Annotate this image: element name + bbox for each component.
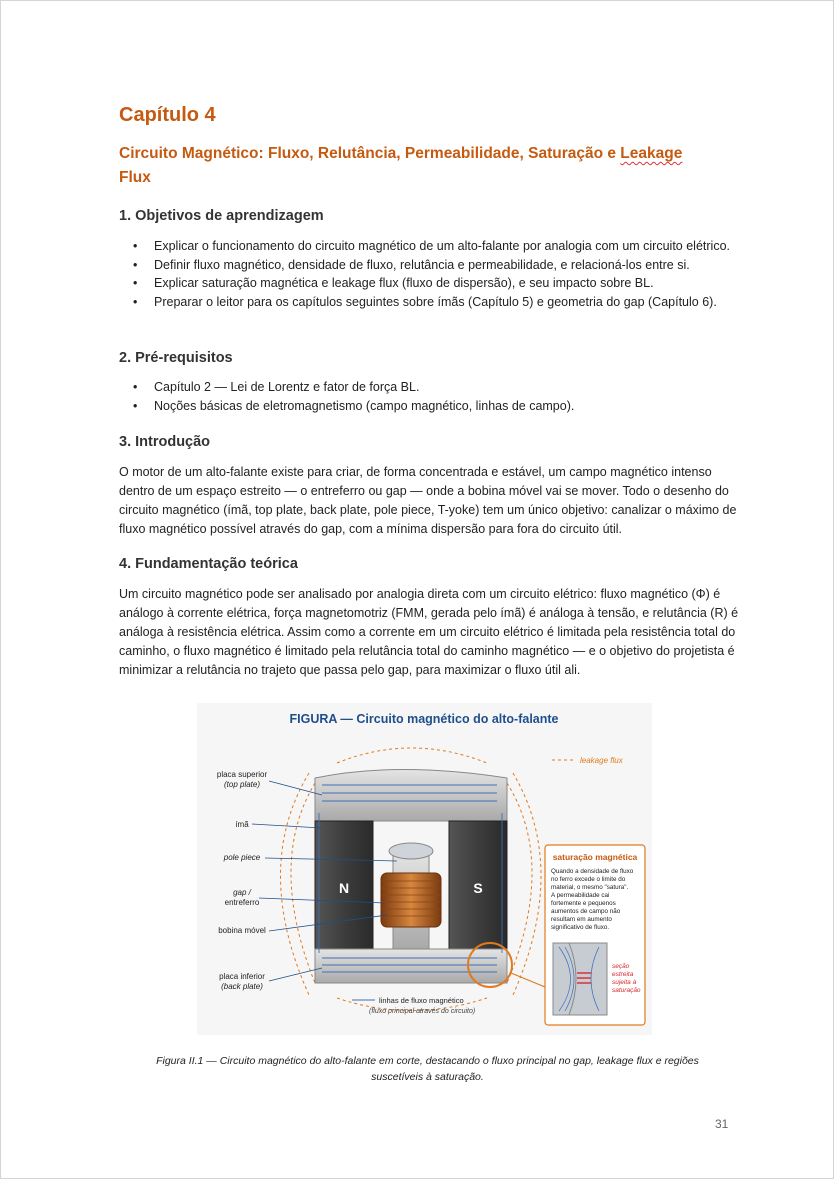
intro-paragraph: O motor de um alto-falante existe para criar, de forma concentrada e estável, um campo magnético intenso dentro de um espaço estreito — o entreferro ou gap — onde a bobina móvel vai se mover. Todo o desenho do circuito magnético (ímã, top plate, back plate, pole piece, T-yoke) tem um único objetivo: canalizar o máximo de fluxo magnético possível através do gap, com a mínima dispersão para fora do circuito útil.: [119, 465, 737, 536]
label-gap: gap /: [233, 888, 251, 897]
saturation-text-line: fortemente e pequenos: [551, 900, 616, 907]
pole-piece-top: [389, 843, 433, 859]
saturation-connector: [511, 973, 545, 987]
list-item: • Explicar saturação magnética e leakage flux (fluxo de dispersão), e seu impacto sobre BL.: [133, 274, 733, 293]
objectives-list: [133, 237, 733, 311]
label-top-plate: placa superior: [216, 770, 268, 779]
figure-caption: Figura II.1 — Circuito magnético do alto-falante em corte, destacando o fluxo principal no gap, leakage flux e regiões suscetíveis à saturação.: [156, 1055, 699, 1083]
saturation-title: saturação magnética: [552, 852, 638, 862]
label-top-plate-en: (top plate): [223, 780, 261, 789]
section-heading-theory: 4. Fundamentação teórica: [119, 556, 298, 572]
list-item: • Explicar o funcionamento do circuito magnético de um alto-falante por analogia com um circuito elétrico.: [133, 237, 733, 256]
north-label: N: [338, 880, 350, 896]
list-item: • Preparar o leitor para os capítulos seguintes sobre ímãs (Capítulo 5) e geometria do gap (Capítulo 6).: [133, 293, 733, 312]
list-item: • Capítulo 2 — Lei de Lorentz e fator de força BL.: [133, 378, 733, 397]
label-back-plate-en: (back plate): [221, 982, 263, 991]
section-note-line: sujeita à: [612, 979, 637, 986]
flux-legend-label: linhas de fluxo magnético: [379, 996, 464, 1005]
top-plate: [315, 770, 507, 822]
figure-title: FIGURA — Circuito magnético do alto-falante: [289, 712, 559, 726]
saturation-text-line: aumentos de campo não: [551, 908, 621, 915]
figure-magnetic-circuit: [197, 703, 652, 1035]
section-heading-objectives: 1. Objetivos de aprendizagem: [119, 208, 324, 224]
theory-paragraph: Um circuito magnético pode ser analisado por analogia direta com um circuito elétrico: fluxo magnético (Φ) é análogo à corrente elétrica, força magnetomotriz (FMM, gerada pelo ímã) é análoga à tensão, e relutância (R) é análoga à resistência elétrica. Assim como a corrente em um circuito elétrico é limitada pela resistência total do caminho, o fluxo magnético é limitado pela relutância total do caminho magnético — e o objetivo do projetista é minimizar a relutância no trajeto que passa pelo gap, para maximizar o fluxo útil ali.: [119, 587, 739, 677]
label-back-plate: placa inferior: [219, 972, 265, 981]
list-item: • Noções básicas de eletromagnetismo (campo magnético, linhas de campo).: [133, 397, 733, 416]
label-pole-piece: pole piece: [223, 853, 261, 862]
chapter-title: Capítulo 4: [119, 104, 216, 126]
prerequisites-list: [133, 378, 733, 415]
section-heading-prerequisites: 2. Pré-requisitos: [119, 350, 233, 366]
label-coil: bobina móvel: [218, 926, 266, 935]
saturation-text-line: significativo de fluxo.: [551, 924, 610, 931]
label-gap-2: entreferro: [224, 898, 260, 907]
page-number: 31: [715, 1117, 729, 1131]
leakage-legend-label: leakage flux: [580, 756, 623, 765]
saturation-text-line: material, o mesmo "satura".: [551, 884, 629, 891]
figure-illustration: [197, 703, 652, 1035]
flux-legend-sub: (fluxo principal através do circuito): [369, 1008, 476, 1015]
south-label: S: [473, 880, 483, 896]
saturation-text-line: no ferro excede o limite do: [551, 876, 626, 883]
saturation-text-line: Quando a densidade de fluxo: [551, 868, 634, 875]
section-note-line: saturação: [612, 987, 641, 994]
chapter-subtitle: Circuito Magnético: Fluxo, Relutância, Permeabilidade, Saturação e Leakage Flux: [119, 145, 683, 186]
section-heading-introduction: 3. Introdução: [119, 434, 211, 450]
saturation-text-line: A permeabilidade cai: [551, 892, 610, 899]
back-plate: [315, 949, 507, 983]
list-item: • Definir fluxo magnético, densidade de fluxo, relutância e permeabilidade, e relacioná-los entre si.: [133, 256, 733, 275]
label-magnet: ímã: [235, 820, 249, 829]
section-note-line: estreita: [612, 971, 634, 978]
saturation-text-line: resultam em aumento: [551, 916, 612, 923]
section-note-line: seção: [612, 963, 630, 970]
